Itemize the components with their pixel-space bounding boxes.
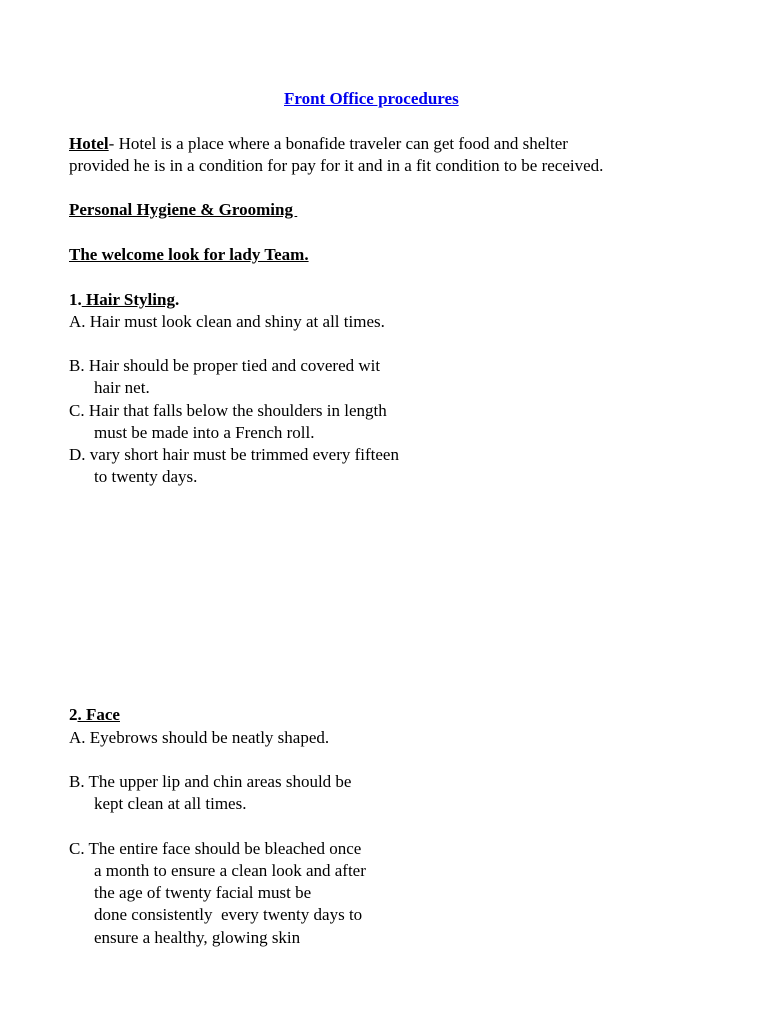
hair-styling-heading [69,289,179,311]
hair-item-d: D. vary short hair must be trimmed every fifteen [69,445,399,464]
hotel-definition-text: - Hotel is a place where a bonafide traveler can get food and shelter [108,134,568,153]
face-item-c-cont-4: ensure a healthy, glowing skin [94,928,301,947]
face-item-c: C. The entire face should be bleached once [69,839,362,858]
hair-item-b-cont: hair net. [94,378,150,397]
face-item-b: B. The upper lip and chin areas should be [69,772,352,791]
hair-item-c: C. Hair that falls below the shoulders in length [69,401,387,420]
hair-item-b: B. Hair should be proper tied and covered wit [69,356,381,375]
document-title: Front Office procedures [284,89,459,108]
hair-item-a: A. Hair must look clean and shiny at all times. [69,312,385,331]
face-number: 2 [69,705,78,724]
hotel-term: Hotel [69,134,109,153]
subheading: The welcome look for lady Team. [69,245,309,264]
face-item-c-cont-2: the age of twenty facial must be [94,883,312,902]
face-heading [69,704,120,726]
face-item-c-cont-1: a month to ensure a clean look and after [94,861,366,880]
hotel-definition-line-2: provided he is in a condition for pay for it and in a fit condition to be received. [69,156,604,175]
hair-styling-number: 1. [69,290,82,309]
hair-item-d-cont: to twenty days. [94,467,198,486]
face-heading-text: . Face [77,705,120,724]
section-heading: Personal Hygiene & Grooming [69,200,298,219]
hair-item-c-cont: must be made into a French roll. [94,423,315,442]
hotel-definition-line-1 [69,133,568,155]
face-item-a: A. Eyebrows should be neatly shaped. [69,728,330,747]
hair-styling-heading-text: Hair Styling [81,290,175,309]
face-item-c-cont-3: done consistently every twenty days to [94,905,363,924]
hair-styling-heading-tail: . [174,290,180,309]
face-item-b-cont: kept clean at all times. [94,794,247,813]
